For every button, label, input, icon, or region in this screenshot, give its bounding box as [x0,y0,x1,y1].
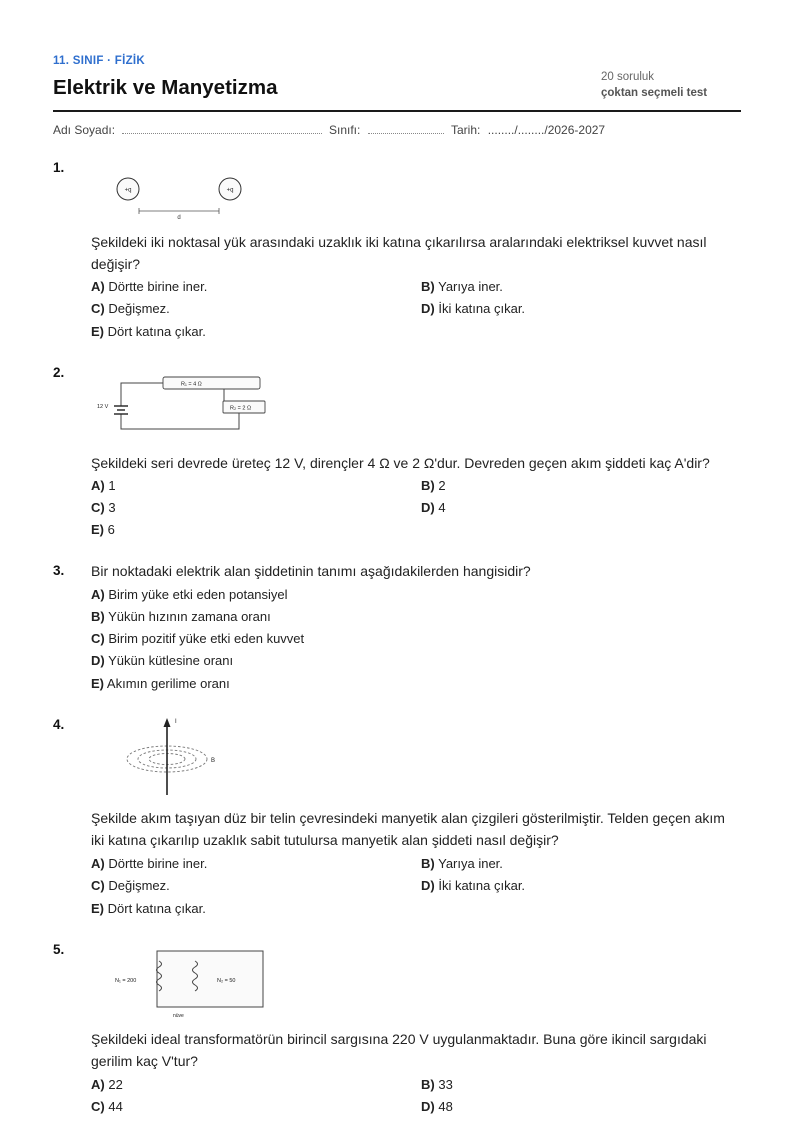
option-e[interactable] [91,522,115,537]
charge-2-label: +q [226,187,234,194]
option-c[interactable] [91,1099,123,1114]
question-number: 2. [53,365,65,380]
question-number: 5. [53,942,65,957]
option-d[interactable] [421,301,525,316]
source-label: 12 V [97,404,109,410]
resistor-1-label: R₁ = 4 Ω [181,381,202,388]
option-key: A) [91,279,105,294]
option-c[interactable] [91,500,116,515]
option-c[interactable] [91,878,170,893]
core-label: nüve [173,1013,184,1019]
option-text: Değişmez. [108,878,170,893]
option-d[interactable] [421,500,446,515]
option-text: Akımın gerilime oranı [106,676,230,691]
name-label: Adı Soyadı: [53,123,116,137]
option-key: E) [91,324,104,339]
option-key: C) [91,1099,105,1114]
option-key: E) [91,676,104,691]
option-text: Birim yüke etki eden potansiyel [108,587,288,602]
date-value: ......../......../2026-2027 [487,123,606,137]
option-text: Dörtte birine iner. [108,856,208,871]
option-key: D) [421,301,435,316]
option-text: İki katına çıkar. [438,878,526,893]
option-e[interactable] [91,676,230,691]
name-blank[interactable] [122,123,322,134]
question-number: 1. [53,160,65,175]
option-key: B) [421,1077,435,1092]
option-key: C) [91,301,105,316]
option-text: İki katına çıkar. [438,301,526,316]
test-meta [601,71,741,99]
option-b[interactable] [421,478,446,493]
secondary-turns-label: N₂ = 50 [217,978,236,984]
option-text: Dörtte birine iner. [108,279,208,294]
test-type: çoktan seçmeli test [601,87,708,99]
question-text: Şekilde akım taşıyan düz bir telin çevresindeki manyetik alan çizgileri gösterilmiştir. Telden geçen akım iki katına çıkarılıp uzaklık sabit tutulursa manyetik alan şiddeti nasıl değişir? [91,810,725,848]
option-text: Değişmez. [108,301,170,316]
option-key: A) [91,478,105,493]
subject-label: 11. SINIF · FİZİK [53,55,146,67]
option-key: B) [421,856,435,871]
date-field[interactable] [451,123,605,137]
option-e[interactable] [91,901,206,916]
option-c[interactable] [91,301,170,316]
option-text: Yarıya iner. [438,856,503,871]
option-key: A) [91,856,105,871]
option-key: D) [91,653,105,668]
option-text: Dört katına çıkar. [107,324,206,339]
option-text: 2 [438,478,446,493]
option-d[interactable] [421,1099,453,1114]
option-key: B) [91,609,105,624]
option-text: 44 [108,1099,123,1114]
magnetic-field-figure [125,717,225,799]
question-text: Bir noktadaki elektrik alan şiddetinin tanımı aşağıdakilerden hangisidir? [91,563,531,579]
option-key: E) [91,522,104,537]
option-key: C) [91,631,105,646]
class-blank[interactable] [368,123,444,134]
option-text: 1 [108,478,116,493]
option-text: 4 [438,500,446,515]
series-circuit-figure [93,373,273,435]
option-e[interactable] [91,324,206,339]
question-count: 20 soruluk [601,71,655,83]
transformer-figure [111,949,271,1021]
option-key: D) [421,500,435,515]
class-label: Sınıfı: [329,123,361,137]
option-key: B) [421,478,435,493]
question-text: Şekildeki ideal transformatörün birincil sargısına 220 V uygulanmaktadır. Buna göre ikincil sargıdaki gerilim kaç V'tur? [91,1031,707,1069]
option-a[interactable] [91,856,207,871]
name-field[interactable] [53,123,322,137]
option-key: B) [421,279,435,294]
coulomb-figure [113,174,253,224]
option-b[interactable] [421,279,503,294]
option-text: 33 [438,1077,453,1092]
charge-1-label: +q [124,187,132,194]
option-key: D) [421,878,435,893]
option-a[interactable] [91,1077,123,1092]
option-text: Birim pozitif yüke etki eden kuvvet [108,631,305,646]
question-number: 3. [53,563,65,578]
distance-label: d [177,215,181,221]
question-text: Şekildeki seri devrede üreteç 12 V, dirençler 4 Ω ve 2 Ω'dur. Devreden geçen akım şiddeti kaç A'dir? [91,455,710,471]
option-text: 3 [108,500,116,515]
option-key: D) [421,1099,435,1114]
option-key: E) [91,901,104,916]
resistor-2-label: R₂ = 2 Ω [230,405,252,412]
option-a[interactable] [91,587,288,602]
option-text: Yarıya iner. [438,279,503,294]
current-label: I [175,719,177,725]
option-d[interactable] [91,653,233,668]
option-text: Dört katına çıkar. [107,901,206,916]
class-field[interactable] [329,123,444,137]
option-c[interactable] [91,631,304,646]
option-b[interactable] [421,856,503,871]
header-divider [53,110,741,112]
option-a[interactable] [91,279,207,294]
option-b[interactable] [421,1077,453,1092]
option-key: C) [91,500,105,515]
option-a[interactable] [91,478,116,493]
option-text: Yükün hızının zamana oranı [108,609,271,624]
option-d[interactable] [421,878,525,893]
option-text: 22 [108,1077,123,1092]
option-text: 48 [438,1099,453,1114]
option-text: Yükün kütlesine oranı [108,653,234,668]
question-text: Şekildeki iki noktasal yük arasındaki uzaklık iki katına çıkarılırsa aralarındaki elektriksel kuvvet nasıl değişir? [91,234,707,272]
page-title: Elektrik ve Manyetizma [53,76,278,99]
date-label: Tarih: [451,123,481,137]
option-key: A) [91,1077,105,1092]
option-text: 6 [107,522,115,537]
option-key: A) [91,587,105,602]
field-label: B [211,758,216,764]
option-b[interactable] [91,609,271,624]
question-number: 4. [53,717,65,732]
option-key: C) [91,878,105,893]
primary-turns-label: N₁ = 200 [115,978,137,984]
